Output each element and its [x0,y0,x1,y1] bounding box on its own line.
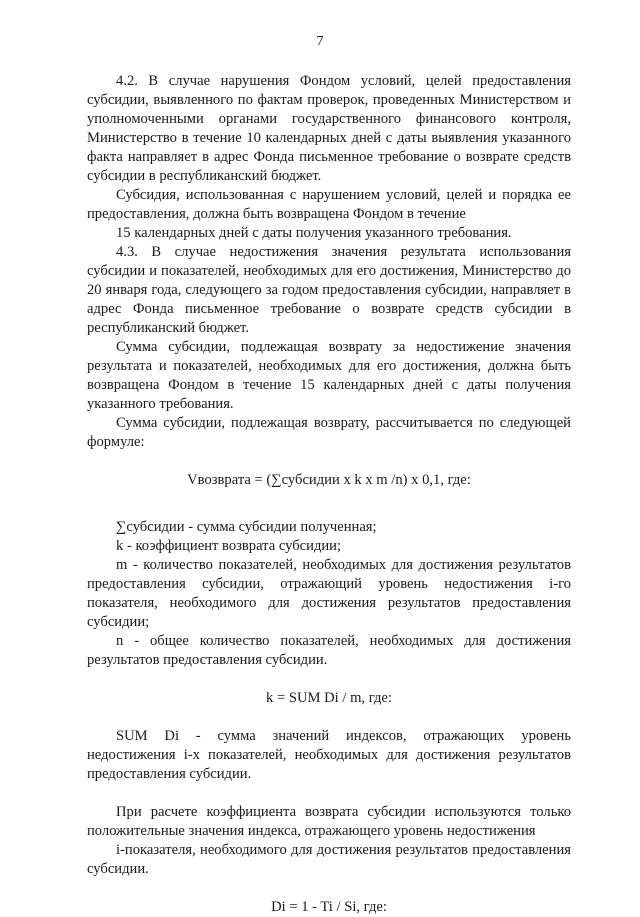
document-body [87,72,571,917]
spacer [87,670,571,689]
definition-sum-subsidy: ∑субсидии - сумма субсидии полученная; [116,519,377,535]
spacer [87,708,571,727]
spacer [87,490,571,518]
paragraph-i-indicator: i-показателя, необходимого для достижения результатов предоставления субсидии. [87,842,571,877]
formula-v-return: Vвозврата = (∑субсидии x k x m /n) x 0,1, где: [187,472,471,488]
paragraph-positive-values: При расчете коэффициента возврата субсидии используются только положительные значения индекса, отражающего уровень недостижения [87,804,571,839]
definition-sum-di: SUM Di - сумма значений индексов, отражающих уровень недостижения i-х показателей, необходимых для достижения результатов предоставления субсидии. [87,728,571,782]
paragraph-subsidy-return-term: 15 календарных дней с даты получения указанного требования. [116,225,512,241]
paragraph-4-3: 4.3. В случае недостижения значения результата использования субсидии и показателей, необходимых для его достижения, Министерство до 20 января года, следующего за годом предоставления субсидии, направляет в адрес Фонда письменное требование о возврате средств субсидии в республиканский бюджет. [87,244,571,336]
paragraph-4-2: 4.2. В случае нарушения Фондом условий, целей предоставления субсидии, выявленного по фактам проверок, проведенных Министерством и уполномоченными органами государственного финансового контроля, Министерство в течение 10 календарных дней с даты выявления указанного факта направляет в адрес Фонда письменное требование о возврате средств субсидии в республиканский бюджет. [87,73,571,184]
spacer [87,784,571,803]
definition-m: m - количество показателей, необходимых для достижения результатов предоставления субсидии, отражающий уровень недостижения i-го показателя, необходимого для достижения результатов предоставления субсидии; [87,557,571,630]
paragraph-return-amount: Сумма субсидии, подлежащая возврату за недостижение значения результата и показателей, необходимых для его достижения, должна быть возвращена Фондом в течение 15 календарных дней с даты получения указанного требования. [87,339,571,412]
formula-k: k = SUM Di / m, где: [266,690,392,706]
spacer [87,879,571,898]
definition-k: k - коэффициент возврата субсидии; [116,538,342,554]
definition-n: n - общее количество показателей, необходимых для достижения результатов предоставления субсидии. [87,633,571,668]
paragraph-subsidy-return: Субсидия, использованная с нарушением условий, целей и порядка ее предоставления, должна быть возвращена Фондом в течение [87,187,571,222]
page-number: 7 [316,34,324,49]
formula-di: Di = 1 - Ti / Si, где: [271,899,387,915]
paragraph-formula-intro: Сумма субсидии, подлежащая возврату, рассчитывается по следующей формуле: [87,415,571,450]
spacer [87,452,571,471]
